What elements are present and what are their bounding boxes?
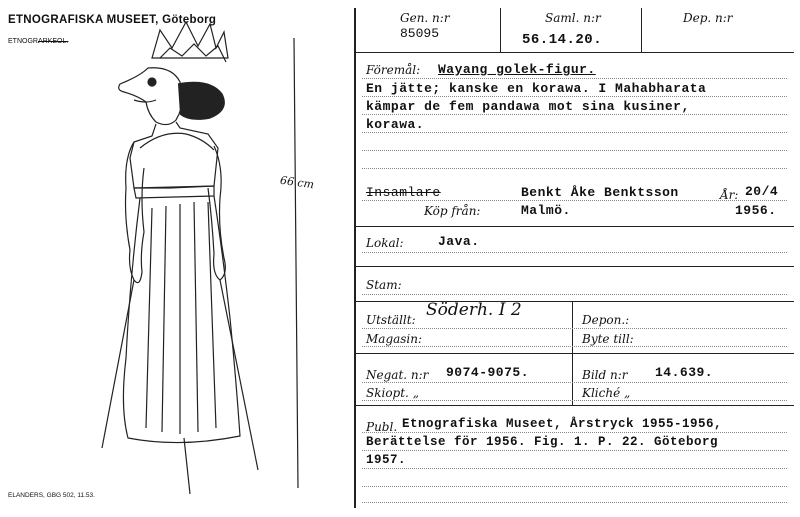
dotted-line bbox=[362, 114, 787, 115]
foremal-line-2: kämpar de fem pandawa mot sina kusiner, bbox=[366, 99, 690, 114]
kop-place: Malmö. bbox=[521, 203, 571, 218]
printer-note: ELANDERS, GBG 502, 11.53. bbox=[8, 492, 95, 499]
dotted-line bbox=[362, 400, 787, 401]
header-bottom-line bbox=[354, 52, 794, 53]
dotted-line bbox=[362, 450, 787, 451]
publ-line-2: Berättelse för 1956. Fig. 1. P. 22. Göteborg bbox=[366, 435, 719, 449]
lokal-label: Lokal: bbox=[366, 236, 404, 250]
saml-label: Saml. n:r bbox=[545, 11, 601, 25]
wayang-puppet-drawing bbox=[90, 18, 330, 498]
section-line bbox=[354, 226, 794, 227]
gen-label: Gen. n:r bbox=[400, 11, 450, 25]
collector-struck: Insamlare bbox=[366, 185, 441, 200]
saml-value: 56.14.20. bbox=[522, 32, 603, 48]
dotted-line bbox=[362, 132, 787, 133]
negat-label: Negat. n:r bbox=[366, 368, 429, 382]
lokal-value: Java. bbox=[438, 234, 480, 249]
dotted-line bbox=[362, 502, 787, 503]
section-line bbox=[354, 405, 794, 406]
header-divider-2 bbox=[641, 8, 642, 52]
foremal-label: Föremål: bbox=[366, 63, 421, 77]
kop-label: Köp från: bbox=[424, 204, 481, 218]
year-label: År: bbox=[720, 188, 739, 202]
foremal-title: Wayang golek-figur. bbox=[438, 62, 596, 77]
dotted-line bbox=[362, 432, 787, 433]
dotted-line bbox=[362, 486, 787, 487]
seller-name: Benkt Åke Benktsson bbox=[521, 185, 679, 200]
section-line bbox=[354, 353, 794, 354]
foremal-line-3: korawa. bbox=[366, 117, 425, 132]
negat-value: 9074-9075. bbox=[446, 365, 530, 380]
acquisition-date: 20/4 bbox=[745, 184, 779, 199]
gen-value: 85095 bbox=[400, 26, 440, 41]
depon-label: Depon.: bbox=[582, 313, 630, 327]
publ-label: Publ. bbox=[366, 420, 398, 434]
stam-label: Stam: bbox=[366, 278, 402, 292]
acquisition-year: 1956. bbox=[735, 203, 777, 218]
museum-header: ETNOGRAFISKA MUSEET, Göteborg bbox=[8, 14, 217, 26]
utstallt-label: Utställt: bbox=[366, 313, 416, 327]
magasin-label: Magasin: bbox=[366, 332, 423, 346]
dotted-line bbox=[362, 382, 787, 383]
card-left-border bbox=[354, 8, 356, 508]
kliche-label: Kliché „ bbox=[582, 386, 631, 400]
dotted-line bbox=[362, 78, 787, 79]
bild-value: 14.639. bbox=[655, 365, 714, 380]
section-line bbox=[354, 301, 794, 302]
utstallt-value: Söderh. I 2 bbox=[426, 300, 522, 320]
dotted-line bbox=[362, 346, 787, 347]
foremal-line-1: En jätte; kanske en korawa. I Mahabharata bbox=[366, 81, 707, 96]
publ-line-3: 1957. bbox=[366, 453, 407, 467]
bild-label: Bild n:r bbox=[582, 368, 628, 382]
dotted-line bbox=[362, 200, 787, 201]
mid-divider bbox=[572, 353, 573, 405]
dep-label: Dep. n:r bbox=[683, 11, 733, 25]
header-divider-1 bbox=[500, 8, 501, 52]
dotted-line bbox=[362, 328, 787, 329]
skiopt-label: Skiopt. „ bbox=[366, 386, 419, 400]
section-line bbox=[354, 266, 794, 267]
byte-label: Byte till: bbox=[582, 332, 634, 346]
publ-line-1: Etnografiska Museet, Årstryck 1955-1956, bbox=[402, 417, 723, 431]
dept-struck-label: ARKEOL. bbox=[38, 38, 69, 45]
dotted-line bbox=[362, 150, 787, 151]
dotted-line bbox=[362, 294, 787, 295]
dotted-line bbox=[362, 168, 787, 169]
dotted-line bbox=[362, 468, 787, 469]
dept-label: ETNOGR. bbox=[8, 38, 40, 45]
dotted-line bbox=[362, 252, 787, 253]
dotted-line bbox=[362, 96, 787, 97]
height-note: 66 cm bbox=[279, 173, 315, 192]
